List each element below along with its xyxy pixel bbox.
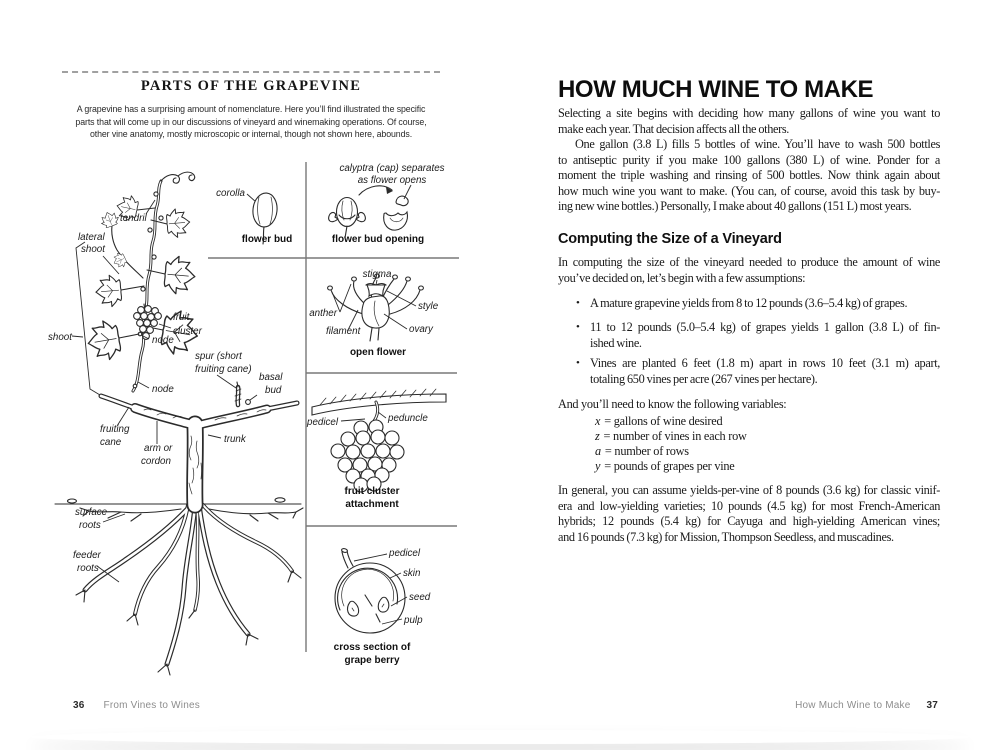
label-filament: filament	[326, 326, 361, 337]
label-basal-bud-2: bud	[265, 385, 282, 396]
fruit-cluster-attachment-cell	[306, 389, 446, 510]
spur-and-basal-bud	[235, 382, 250, 405]
grape-bunch	[331, 420, 404, 492]
trunk-and-cordon	[101, 396, 297, 505]
panel-intro: A grapevine has a surprising amount of nomenclature. Here you’ll find illustrated the specific parts that will come up in our discussions of vineyard and winemaking operations. Of course, other vine anatomy, mostly microscopic or internal, though not shown here, abounds.	[75, 104, 427, 140]
chapter-title: How Much Wine to Make	[795, 700, 911, 711]
bullet-item-3	[558, 356, 940, 387]
chapter-heading: HOW MUCH WINE TO MAKE	[558, 76, 874, 103]
label-lateral-shoot-1: lateral	[78, 232, 105, 243]
label-fruit-cluster-1: fruit	[173, 312, 190, 323]
paragraph-1: Selecting a site begins with deciding how many gallons of wine you want to make each year. That decision affects all the others.	[558, 106, 940, 136]
label-pedicel: pedicel	[307, 417, 339, 428]
panel-dashed-rule	[62, 71, 440, 73]
caption-fruit-cluster-attachment-2: attachment	[345, 499, 399, 510]
variables-intro: And you’ll need to know the following variables:	[558, 397, 787, 411]
label-feeder-roots-1: feeder	[73, 550, 101, 561]
label-stigma: stigma	[362, 269, 392, 280]
label-feeder-roots-2: roots	[77, 563, 99, 574]
label-berry-pedicel: pedicel	[389, 548, 421, 559]
feeder-roots	[76, 505, 301, 675]
paragraph-4: In general, you can assume yields-per-vine of 8 pounds (3.6 kg) for classic vinif- era and low-yielding varieties; 10 pounds (4.5 kg) for most French-American hybrids; 12 pounds (5.4 kg) for Cayuga and high-yielding American vines; and 16 pounds (7.3 kg) for Mission, Thompson Seedless, and muscadines.	[558, 483, 940, 544]
open-flower-cell	[309, 269, 438, 358]
left-page-number: 36	[73, 700, 85, 711]
label-skin: skin	[403, 568, 421, 579]
label-surface-roots-1: surface	[75, 507, 108, 518]
right-page-footer	[795, 700, 938, 711]
variables-list	[558, 414, 940, 474]
bullet-text-3: Vines are planted 6 feet (1.8 m) apart in rows 10 feet (3.1 m) apart, totaling 650 vines per acre (267 vines per hectare).	[590, 356, 940, 386]
bullet-item-1	[558, 296, 940, 312]
book-bottom-shadow	[30, 730, 970, 744]
label-node-upper: node	[152, 335, 174, 346]
label-corolla: corolla	[216, 188, 245, 199]
tendril-curl	[161, 172, 195, 183]
label-ovary: ovary	[409, 324, 433, 335]
label-basal-bud-1: basal	[259, 372, 283, 383]
label-pulp: pulp	[404, 615, 423, 626]
bullet-marker: •	[576, 357, 580, 369]
caption-open-flower: open flower	[349, 347, 407, 358]
grapevine-drawing	[48, 172, 303, 675]
label-anther: anther	[309, 308, 337, 319]
caption-flower-bud: flower bud	[241, 234, 293, 245]
variable-a: a = number of rows	[595, 444, 689, 458]
caption-cross-section-1: cross section of	[333, 642, 411, 653]
label-seed: seed	[409, 592, 431, 603]
flower-bud-opening-cell	[329, 163, 445, 245]
label-style: style	[418, 301, 439, 312]
bullet-marker: •	[576, 321, 580, 333]
label-fruiting-cane-1: fruiting	[100, 424, 130, 435]
caption-flower-bud-opening: flower bud opening	[331, 234, 425, 245]
variable-z: z = number of vines in each row	[595, 429, 747, 443]
label-tendril: tendril	[120, 213, 147, 224]
bullet-marker: •	[576, 297, 580, 309]
grapevine-diagram	[45, 158, 460, 695]
paragraph-2: One gallon (3.8 L) fills 5 bottles of wine. You’ll have to wash 500 bottles to antiseptic purity if you make 100 gallons (380 L) of wine. Ponder for a moment the triple washing and rinsing of 500 bottles. Now think again about how much wine you want to make. (You can, of course, avoid this task by buy- ing new wine bottles.) Personally, I make about 40 gallons (151 L) most years.	[558, 137, 940, 213]
label-surface-roots-2: roots	[79, 520, 101, 531]
label-spur-1: spur (short	[195, 351, 242, 362]
label-shoot: shoot	[48, 332, 72, 343]
label-trunk: trunk	[224, 434, 246, 445]
variable-x: x = gallons of wine desired	[595, 414, 723, 428]
bullet-item-2	[558, 320, 940, 351]
variable-y: y = pounds of grapes per vine	[595, 459, 735, 473]
label-fruiting-cane-2: cane	[100, 437, 122, 448]
label-calyptra-note-1: calyptra (cap) separates	[339, 163, 445, 174]
label-spur-2: fruiting cane)	[195, 364, 252, 375]
caption-cross-section-2: grape berry	[344, 655, 400, 666]
right-page-number: 37	[926, 700, 938, 711]
bullet-text-2: 11 to 12 pounds (5.0–5.4 kg) of grapes yields 1 gallon (3.8 L) of fin- ished wine.	[590, 320, 940, 350]
book-title: From Vines to Wines	[103, 700, 200, 711]
left-page-footer	[73, 700, 200, 711]
label-arm-cordon-2: cordon	[141, 456, 171, 467]
panel-title: PARTS OF THE GRAPEVINE	[140, 78, 362, 94]
grape-berry-cross-section-cell	[334, 548, 431, 666]
label-arm-cordon-1: arm or	[144, 443, 173, 454]
paragraph-3: In computing the size of the vineyard needed to produce the amount of wine you’ve decided on, let’s begin with a few assumptions:	[558, 255, 940, 285]
section-subheading: Computing the Size of a Vineyard	[558, 231, 782, 247]
label-fruit-cluster-2: cluster	[173, 326, 202, 337]
bullet-text-1: A mature grapevine yields from 8 to 12 pounds (3.6–5.4 kg) of grapes.	[590, 296, 908, 310]
label-node-lower: node	[152, 384, 174, 395]
caption-fruit-cluster-attachment-1: fruit cluster	[344, 486, 400, 497]
label-lateral-shoot-2: shoot	[81, 244, 105, 255]
label-peduncle: peduncle	[388, 413, 428, 424]
label-calyptra-note-2: as flower opens	[357, 175, 427, 186]
lateral-shoot-stem	[112, 226, 143, 278]
flower-bud-cell	[216, 188, 292, 245]
